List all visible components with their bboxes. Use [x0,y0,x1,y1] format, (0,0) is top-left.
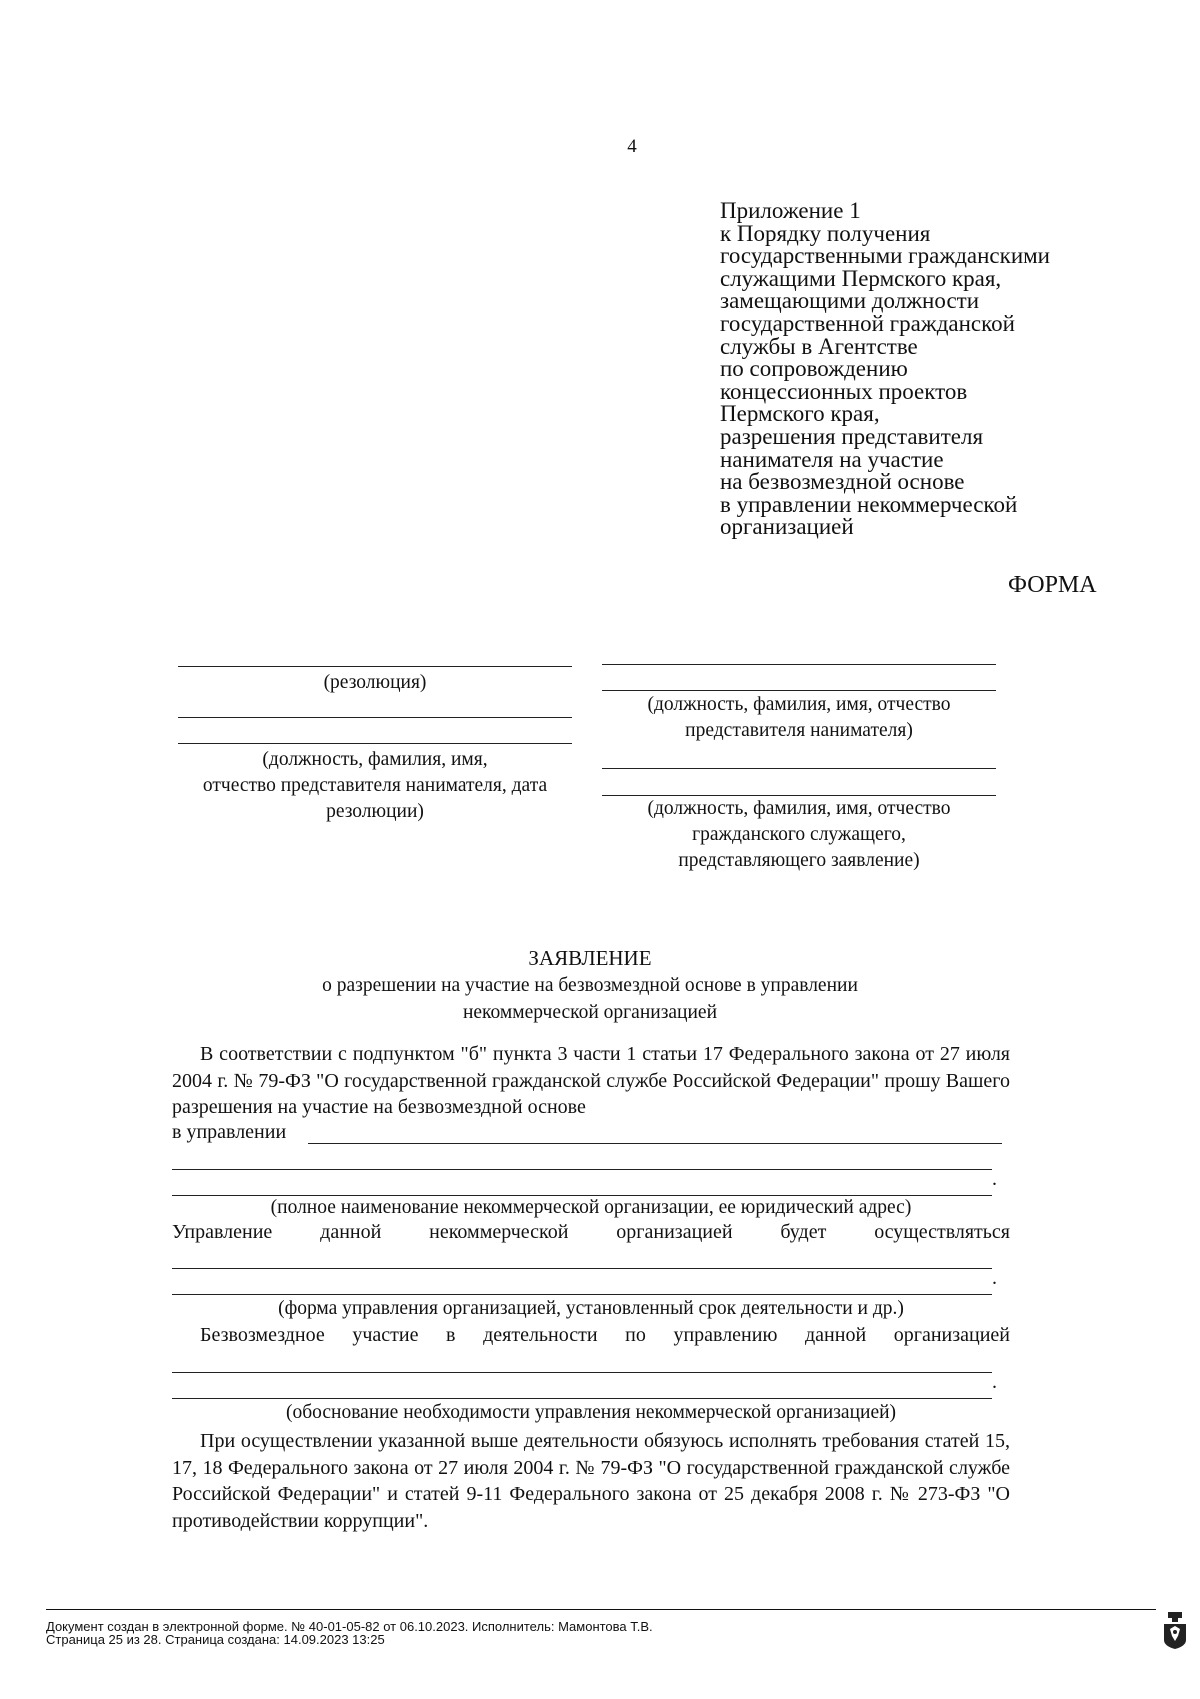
employee-caption [602,796,996,874]
employer-line-1[interactable] [602,664,996,665]
appendix-line: Приложение 1 [720,198,861,223]
appendix-line: нанимателя на участие [720,446,944,472]
participation-text: Безвозмездное участие в деятельности по управлению данной организацией [200,1324,1010,1346]
caption-line: (должность, фамилия, имя, отчество [647,798,951,819]
document-subtitle [0,972,1180,1026]
organization-caption: (полное наименование некоммерческой организации, ее юридический адрес) [270,1197,912,1218]
justification-period: . [992,1371,997,1393]
organization-line-2[interactable] [172,1169,992,1170]
subtitle-line: о разрешении на участие на безвозмездной основе в управлении [322,975,858,996]
appendix-line: разрешения представителя [720,423,984,449]
electronic-document-footer [46,1620,653,1646]
resolution-signer-line-2[interactable] [178,743,572,744]
management-form-period: . [992,1267,997,1289]
appendix-line: концессионных проектов [720,378,968,404]
appendix-line: по сопровождению [720,356,908,382]
subtitle-line: некоммерческой организацией [462,1002,718,1023]
appendix-line: замещающими должности [720,288,980,314]
appendix-line: государственной гражданской [720,310,1015,336]
resolution-signer-line-1[interactable] [178,717,572,718]
document-title: ЗАЯВЛЕНИЕ [528,946,652,970]
caption-line: представителя нанимателя) [685,720,913,741]
appendix-header [720,200,1050,539]
appendix-line: в управлении некоммерческой [720,491,1018,517]
appendix-line: Пермского края, [720,401,880,427]
organization-period: . [992,1168,997,1190]
caption-line: (должность, фамилия, имя, [262,749,488,770]
coat-of-arms-icon [1162,1612,1188,1650]
obligation-paragraph [172,1428,1010,1534]
caption-line: гражданского служащего, [692,824,906,845]
request-paragraph [172,1041,1010,1121]
caption-line: отчество представителя нанимателя, дата [202,775,548,796]
management-form-line-2[interactable] [172,1294,992,1295]
caption-line: представляющего заявление) [678,850,920,871]
obligation-text: При осуществлении указанной выше деятельности обязуюсь исполнять требования статей 15, 17, 18 Федерального закона от 27 июля 2004 г. № 79-ФЗ "О государственной гражданской службе Российской Федерации" и статей 9-11 Федерального закона от 25 декабря 2008 г. № 273-ФЗ "О противодействии коррупции". [172,1430,1010,1532]
footer-rule [46,1609,1156,1610]
caption-line: (должность, фамилия, имя, отчество [647,694,951,715]
employer-line-2[interactable] [602,690,996,691]
organization-line-1[interactable] [308,1143,1002,1144]
resolution-caption: (резолюция) [323,672,427,693]
management-form-text: Управление данной некоммерческой организацией будет осуществляться [172,1221,1010,1243]
justification-line-1[interactable] [172,1372,992,1373]
appendix-line: службы в Агентстве [720,333,918,359]
footer-line-1: Документ создан в электронной форме. № 40-01-05-82 от 06.10.2023. Исполнитель: Мамонтова Т.В. [46,1619,653,1634]
management-form-caption: (форма управления организацией, установленный срок деятельности и др.) [278,1298,904,1319]
resolution-line[interactable] [178,666,572,667]
request-text: В соответствии с подпунктом "б" пункта 3 части 1 статьи 17 Федерального закона от 27 июля 2004 г. № 79-ФЗ "О государственной гражданской службе Российской Федерации" прошу Вашего разрешения на участие на безвозмездной основе [172,1043,1010,1118]
appendix-line: к Порядку получения [720,220,931,246]
appendix-line: государственными гражданскими [720,243,1050,269]
employer-caption [602,692,996,744]
appendix-line: на безвозмездной основе [720,469,965,495]
in-management-lead: в управлении [172,1121,287,1143]
appendix-line: служащими Пермского края, [720,265,1002,291]
resolution-signer-caption [170,747,580,825]
page-number: 4 [627,136,637,157]
appendix-line: организацией [720,514,854,540]
justification-caption: (обоснование необходимости управления некоммерческой организацией) [285,1402,897,1423]
caption-line: резолюции) [326,801,424,822]
employee-line-1[interactable] [602,768,996,769]
forma-label: ФОРМА [1008,572,1097,598]
footer-line-2: Страница 25 из 28. Страница создана: 14.09.2023 13:25 [46,1632,385,1647]
management-form-line-1[interactable] [172,1268,992,1269]
justification-line-2[interactable] [172,1398,992,1399]
